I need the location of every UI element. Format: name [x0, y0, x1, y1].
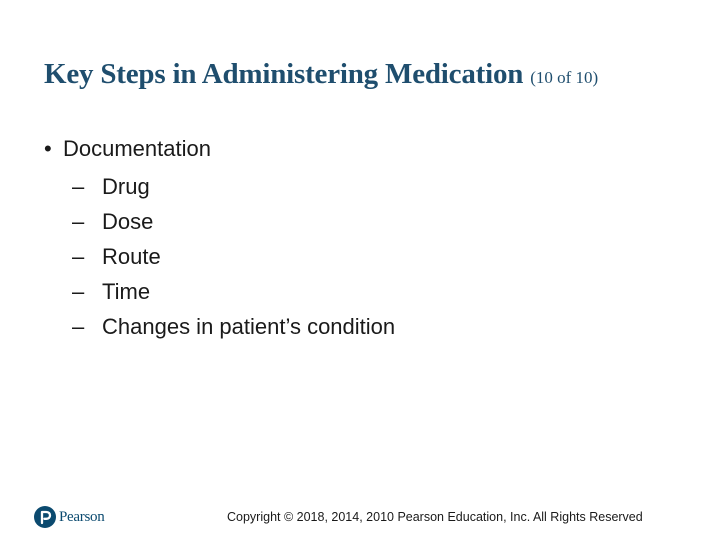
dash-icon: –: [72, 314, 85, 339]
slide-counter: (10 of 10): [530, 68, 599, 87]
sub-bullet-item: [44, 309, 395, 344]
pearson-logo: [34, 506, 104, 528]
copyright-text: Copyright © 2018, 2014, 2010 Pearson Education, Inc. All Rights Reserved: [227, 510, 643, 524]
sub-bullet-label: Drug: [102, 174, 150, 199]
sub-bullet-item: [44, 169, 395, 204]
bullet-label: Documentation: [63, 136, 211, 161]
logo-text: Pearson: [59, 508, 105, 525]
dash-icon: –: [72, 244, 85, 269]
sub-bullet-label: Time: [102, 279, 151, 304]
bullet-list: [44, 135, 395, 344]
dash-icon: –: [72, 174, 85, 199]
pearson-p-icon: [34, 506, 56, 528]
bullet-dot-icon: •: [44, 136, 52, 161]
sub-bullet-label: Changes in patient’s condition: [102, 314, 396, 339]
sub-bullet-label: Dose: [102, 209, 154, 234]
sub-bullet-label: Route: [102, 244, 161, 269]
dash-icon: –: [72, 209, 85, 234]
sub-bullet-item: [44, 204, 395, 239]
sub-bullet-item: [44, 274, 395, 309]
bullet-item: [44, 135, 395, 163]
title-text: Key Steps in Administering Medication: [44, 58, 524, 90]
dash-icon: –: [72, 279, 85, 304]
slide-title: [44, 58, 714, 91]
sub-bullet-item: [44, 239, 395, 274]
sub-bullet-list: [44, 169, 395, 344]
